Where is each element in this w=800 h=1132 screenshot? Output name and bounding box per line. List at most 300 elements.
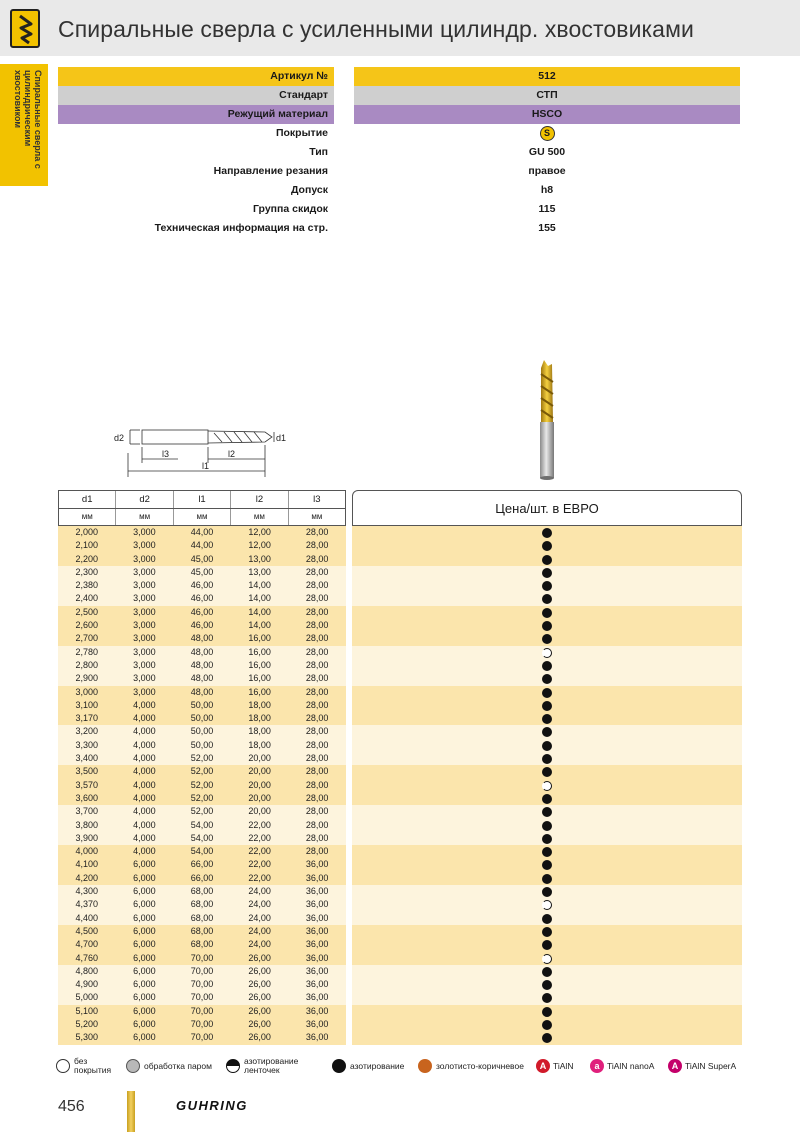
cell-l2: 26,00 xyxy=(248,979,271,990)
cell-l3: 28,00 xyxy=(305,792,329,803)
cell-l2: 16,00 xyxy=(248,633,271,644)
cell-d1: 3,300 xyxy=(75,739,99,750)
dimension-table-body xyxy=(58,526,346,1045)
price-row xyxy=(352,526,742,539)
open-circle-icon xyxy=(542,781,552,791)
price-row xyxy=(352,792,742,805)
cell-l2: 26,00 xyxy=(248,992,271,1003)
spec-label: Техническая информация на стр. xyxy=(154,222,328,234)
cell-d2: 6,000 xyxy=(133,939,156,950)
cell-d1: 5,000 xyxy=(75,992,99,1003)
open-circle-icon xyxy=(542,900,552,910)
table-row xyxy=(58,952,346,965)
cell-l3: 28,00 xyxy=(305,566,329,577)
table-row xyxy=(58,779,346,792)
price-row xyxy=(352,553,742,566)
legend-label: без покрытия xyxy=(74,1056,112,1075)
price-row xyxy=(352,858,742,871)
cell-l3: 28,00 xyxy=(305,686,329,697)
cell-l1: 54,00 xyxy=(190,819,214,830)
cell-l1: 54,00 xyxy=(190,846,214,857)
table-row xyxy=(58,978,346,991)
price-row xyxy=(352,1031,742,1044)
spec-row-techinfo xyxy=(58,219,740,238)
open-circle-icon xyxy=(542,648,552,658)
price-row xyxy=(352,991,742,1004)
open-circle-icon xyxy=(542,954,552,964)
cell-d2: 4,000 xyxy=(133,766,156,777)
cell-l2: 22,00 xyxy=(248,819,271,830)
dim-label-d2: d2 xyxy=(114,433,125,443)
cell-d1: 3,000 xyxy=(75,686,99,697)
table-row xyxy=(58,672,346,685)
cell-l2: 20,00 xyxy=(248,753,271,764)
cell-d2: 4,000 xyxy=(133,739,156,750)
cell-l2: 20,00 xyxy=(248,779,271,790)
table-row xyxy=(58,752,346,765)
tialn-badge-icon: A xyxy=(536,1059,550,1073)
filled-circle-icon xyxy=(542,967,552,977)
drill-dimension-drawing xyxy=(110,413,290,477)
cell-d2: 6,000 xyxy=(133,1018,156,1029)
dimension-table-header xyxy=(58,490,346,526)
cell-d1: 2,200 xyxy=(75,553,99,564)
cell-d2: 3,000 xyxy=(133,659,156,670)
cell-l1: 44,00 xyxy=(190,540,214,551)
filled-circle-icon xyxy=(542,727,552,737)
price-row xyxy=(352,646,742,659)
table-row xyxy=(58,792,346,805)
cell-d1: 3,400 xyxy=(75,753,99,764)
cell-d1: 5,300 xyxy=(75,1032,99,1043)
spec-value: 512 xyxy=(354,67,740,86)
cell-l3: 36,00 xyxy=(305,886,329,897)
cell-d2: 3,000 xyxy=(133,566,156,577)
cell-l2: 13,00 xyxy=(248,566,271,577)
cell-l1: 44,00 xyxy=(190,527,214,537)
drill-product-image xyxy=(528,360,568,484)
cell-l3: 36,00 xyxy=(305,1018,329,1029)
cell-l3: 28,00 xyxy=(305,832,329,843)
col-unit: мм xyxy=(115,509,172,525)
cell-l1: 68,00 xyxy=(190,899,214,910)
cell-d2: 3,000 xyxy=(133,540,156,551)
cell-d2: 6,000 xyxy=(133,979,156,990)
black-circle-icon xyxy=(332,1059,346,1073)
price-row xyxy=(352,938,742,951)
cell-d2: 4,000 xyxy=(133,832,156,843)
cell-l1: 52,00 xyxy=(190,766,214,777)
cell-l3: 28,00 xyxy=(305,646,329,657)
cell-d2: 3,000 xyxy=(133,673,156,684)
table-row xyxy=(58,832,346,845)
cell-l2: 22,00 xyxy=(248,832,271,843)
dim-label-l1: l1 xyxy=(202,461,210,471)
cell-l1: 52,00 xyxy=(190,792,214,803)
cell-l1: 50,00 xyxy=(190,739,214,750)
cell-l3: 36,00 xyxy=(305,979,329,990)
cell-l1: 68,00 xyxy=(190,925,214,936)
cell-l3: 28,00 xyxy=(305,633,329,644)
cell-d2: 3,000 xyxy=(133,527,156,537)
cell-l3: 36,00 xyxy=(305,965,329,976)
cell-l2: 24,00 xyxy=(248,899,271,910)
col-header-d1: d1 xyxy=(81,494,93,505)
cell-l1: 45,00 xyxy=(190,553,214,564)
side-tab-label: Спиральные сверла с цилиндрическим хвостовиком xyxy=(13,70,43,169)
dim-label-l2: l2 xyxy=(228,449,236,459)
price-row xyxy=(352,672,742,685)
cell-d2: 3,000 xyxy=(133,580,156,591)
spec-row-article xyxy=(58,67,740,86)
white-circle-icon xyxy=(56,1059,70,1073)
cell-d1: 4,200 xyxy=(75,872,99,883)
cell-l2: 22,00 xyxy=(248,846,271,857)
spec-row-direction xyxy=(58,162,740,181)
filled-circle-icon xyxy=(542,701,552,711)
price-row xyxy=(352,779,742,792)
cell-d1: 3,800 xyxy=(75,819,99,830)
table-row xyxy=(58,1031,346,1044)
table-row xyxy=(58,965,346,978)
cell-l3: 28,00 xyxy=(305,580,329,591)
table-row xyxy=(58,898,346,911)
cell-l2: 12,00 xyxy=(248,540,271,551)
cell-l1: 66,00 xyxy=(190,859,214,870)
cell-l3: 28,00 xyxy=(305,553,329,564)
filled-circle-icon xyxy=(542,847,552,857)
table-row xyxy=(58,632,346,645)
cell-d2: 4,000 xyxy=(133,699,156,710)
cell-l2: 26,00 xyxy=(248,965,271,976)
price-table-body xyxy=(352,526,742,1045)
cell-l1: 48,00 xyxy=(190,646,214,657)
cell-l2: 13,00 xyxy=(248,553,271,564)
filled-circle-icon xyxy=(542,568,552,578)
cell-l3: 28,00 xyxy=(305,659,329,670)
cell-l2: 24,00 xyxy=(248,925,271,936)
cell-d2: 6,000 xyxy=(133,1032,156,1043)
cell-d2: 4,000 xyxy=(133,806,156,817)
filled-circle-icon xyxy=(542,688,552,698)
price-row xyxy=(352,725,742,738)
cell-d2: 6,000 xyxy=(133,965,156,976)
filled-circle-icon xyxy=(542,887,552,897)
price-row xyxy=(352,898,742,911)
page-number: 456 xyxy=(58,1098,85,1115)
cell-l2: 16,00 xyxy=(248,659,271,670)
cell-d2: 6,000 xyxy=(133,925,156,936)
filled-circle-icon xyxy=(542,927,552,937)
cell-l3: 36,00 xyxy=(305,912,329,923)
table-row xyxy=(58,1005,346,1018)
cell-l3: 28,00 xyxy=(305,620,329,631)
cell-d1: 4,300 xyxy=(75,886,99,897)
cell-l3: 28,00 xyxy=(305,846,329,857)
spec-label: Режущий материал xyxy=(58,105,334,124)
table-row xyxy=(58,659,346,672)
table-row xyxy=(58,938,346,951)
col-header-l1: l1 xyxy=(173,491,230,508)
cell-l3: 36,00 xyxy=(305,1005,329,1016)
page-title: Спиральные сверла с усиленными цилиндр. хвостовиками xyxy=(58,16,694,42)
cell-d1: 2,300 xyxy=(75,566,99,577)
cell-l1: 46,00 xyxy=(190,606,214,617)
price-header: Цена/шт. в ЕВРО xyxy=(352,490,742,526)
spec-value: h8 xyxy=(540,184,554,196)
cell-l1: 50,00 xyxy=(190,699,214,710)
legend-label: TiAlN xyxy=(553,1061,574,1071)
cell-d1: 3,570 xyxy=(75,779,99,790)
cell-d2: 3,000 xyxy=(133,633,156,644)
table-row xyxy=(58,539,346,552)
filled-circle-icon xyxy=(542,661,552,671)
price-row xyxy=(352,845,742,858)
cell-l1: 48,00 xyxy=(190,686,214,697)
price-row xyxy=(352,965,742,978)
col-header-l2: l2 xyxy=(230,491,287,508)
spec-value: GU 500 xyxy=(528,146,566,158)
col-header-l3: l3 xyxy=(288,491,345,508)
col-unit: мм xyxy=(288,509,345,525)
cell-d1: 3,200 xyxy=(75,726,99,737)
cell-l3: 28,00 xyxy=(305,527,329,537)
filled-circle-icon xyxy=(542,621,552,631)
spec-value xyxy=(354,124,740,143)
col-unit: мм xyxy=(173,509,230,525)
page-header xyxy=(0,0,800,56)
spec-row-coating xyxy=(58,124,740,143)
price-row xyxy=(352,925,742,938)
cell-l1: 54,00 xyxy=(190,832,214,843)
cell-d1: 3,500 xyxy=(75,766,99,777)
spec-label: Артикул № xyxy=(58,67,334,86)
table-row xyxy=(58,872,346,885)
filled-circle-icon xyxy=(542,980,552,990)
cell-l2: 20,00 xyxy=(248,806,271,817)
spec-label: Группа скидок xyxy=(253,203,328,215)
section-side-tab xyxy=(0,64,48,186)
cell-l1: 52,00 xyxy=(190,779,214,790)
spec-row-material xyxy=(58,105,740,124)
legend-label: азотирование ленточек xyxy=(244,1056,299,1075)
table-row xyxy=(58,699,346,712)
spec-value: СТП xyxy=(354,86,740,105)
price-row xyxy=(352,1018,742,1031)
table-row xyxy=(58,712,346,725)
price-row xyxy=(352,885,742,898)
cell-l2: 20,00 xyxy=(248,792,271,803)
cell-l3: 36,00 xyxy=(305,952,329,963)
cell-l3: 36,00 xyxy=(305,992,329,1003)
table-row xyxy=(58,912,346,925)
price-row xyxy=(352,619,742,632)
cell-l2: 22,00 xyxy=(248,859,271,870)
half-black-circle-icon xyxy=(226,1059,240,1073)
cell-l1: 68,00 xyxy=(190,886,214,897)
legend-label: TiAlN nanoA xyxy=(607,1061,655,1071)
cell-d2: 3,000 xyxy=(133,606,156,617)
spec-label: Допуск xyxy=(290,184,328,196)
cell-l2: 26,00 xyxy=(248,1005,271,1016)
price-row xyxy=(352,566,742,579)
filled-circle-icon xyxy=(542,555,552,565)
cell-l1: 46,00 xyxy=(190,580,214,591)
spec-row-tolerance xyxy=(58,181,740,200)
cell-l1: 48,00 xyxy=(190,673,214,684)
filled-circle-icon xyxy=(542,821,552,831)
cell-d1: 2,600 xyxy=(75,620,99,631)
cell-d1: 2,000 xyxy=(75,527,99,537)
spec-label: Направление резания xyxy=(213,165,328,177)
cell-l2: 22,00 xyxy=(248,872,271,883)
table-row xyxy=(58,592,346,605)
cell-d1: 4,900 xyxy=(75,979,99,990)
table-row xyxy=(58,553,346,566)
cell-l2: 24,00 xyxy=(248,886,271,897)
table-row xyxy=(58,566,346,579)
dim-label-d1: d1 xyxy=(276,433,287,443)
table-row xyxy=(58,858,346,871)
price-row xyxy=(352,752,742,765)
cell-d2: 4,000 xyxy=(133,713,156,724)
filled-circle-icon xyxy=(542,541,552,551)
filled-circle-icon xyxy=(542,914,552,924)
col-unit: мм xyxy=(81,512,93,521)
cell-l3: 28,00 xyxy=(305,606,329,617)
price-row xyxy=(352,739,742,752)
cell-l3: 36,00 xyxy=(305,925,329,936)
filled-circle-icon xyxy=(542,1007,552,1017)
cell-d1: 2,380 xyxy=(75,580,99,591)
cell-l2: 14,00 xyxy=(248,580,271,591)
cell-l2: 16,00 xyxy=(248,686,271,697)
cell-d2: 6,000 xyxy=(133,859,156,870)
price-table xyxy=(352,490,742,1045)
cell-d1: 4,800 xyxy=(75,965,99,976)
filled-circle-icon xyxy=(542,634,552,644)
cell-l2: 18,00 xyxy=(248,699,271,710)
cell-l2: 14,00 xyxy=(248,620,271,631)
cell-d1: 5,100 xyxy=(75,1005,99,1016)
cell-l1: 46,00 xyxy=(190,620,214,631)
cell-l3: 36,00 xyxy=(305,859,329,870)
cell-l1: 70,00 xyxy=(190,1005,214,1016)
price-row xyxy=(352,872,742,885)
cell-l1: 68,00 xyxy=(190,939,214,950)
table-row xyxy=(58,991,346,1004)
cell-l3: 28,00 xyxy=(305,819,329,830)
filled-circle-icon xyxy=(542,754,552,764)
cell-l1: 70,00 xyxy=(190,965,214,976)
cell-l3: 28,00 xyxy=(305,779,329,790)
cell-l1: 66,00 xyxy=(190,872,214,883)
grey-circle-icon xyxy=(126,1059,140,1073)
filled-circle-icon xyxy=(542,581,552,591)
table-row xyxy=(58,619,346,632)
cell-d2: 4,000 xyxy=(133,753,156,764)
dimension-table xyxy=(58,490,346,1045)
spec-value: 115 xyxy=(538,203,556,215)
cell-l3: 28,00 xyxy=(305,713,329,724)
cell-l3: 36,00 xyxy=(305,899,329,910)
spec-label: Тип xyxy=(309,146,328,158)
brand-logo: GUHRING xyxy=(176,1098,248,1113)
cell-l3: 28,00 xyxy=(305,726,329,737)
cell-l1: 70,00 xyxy=(190,979,214,990)
cell-d1: 2,900 xyxy=(75,673,99,684)
cell-d2: 6,000 xyxy=(133,952,156,963)
cell-d1: 5,200 xyxy=(75,1018,99,1029)
cell-d1: 4,700 xyxy=(75,939,99,950)
cell-l3: 28,00 xyxy=(305,766,329,777)
cell-l1: 70,00 xyxy=(190,952,214,963)
filled-circle-icon xyxy=(542,528,552,538)
cell-l2: 16,00 xyxy=(248,646,271,657)
spec-row-standard xyxy=(58,86,740,105)
cell-d2: 6,000 xyxy=(133,1005,156,1016)
cell-d2: 4,000 xyxy=(133,792,156,803)
cell-l3: 36,00 xyxy=(305,939,329,950)
price-row xyxy=(352,579,742,592)
cell-l3: 28,00 xyxy=(305,753,329,764)
filled-circle-icon xyxy=(542,674,552,684)
legend-label: золотисто-коричневое xyxy=(436,1061,524,1071)
cell-l2: 26,00 xyxy=(248,1032,271,1043)
legend-label: TiAlN SuperA xyxy=(685,1061,737,1071)
filled-circle-icon xyxy=(542,741,552,751)
price-row xyxy=(352,832,742,845)
price-row xyxy=(352,606,742,619)
cell-l2: 18,00 xyxy=(248,726,271,737)
col-unit: мм xyxy=(230,509,287,525)
cell-d1: 2,800 xyxy=(75,659,99,670)
cell-l3: 28,00 xyxy=(305,699,329,710)
table-row xyxy=(58,765,346,778)
price-row xyxy=(352,912,742,925)
cell-d2: 3,000 xyxy=(133,620,156,631)
table-row xyxy=(58,606,346,619)
cell-d2: 3,000 xyxy=(133,593,156,604)
cell-d2: 6,000 xyxy=(133,886,156,897)
dim-label-l3: l3 xyxy=(162,449,170,459)
filled-circle-icon xyxy=(542,860,552,870)
cell-d1: 2,400 xyxy=(75,593,99,604)
cell-l3: 28,00 xyxy=(305,540,329,551)
table-row xyxy=(58,646,346,659)
legend-label: обработка паром xyxy=(144,1061,212,1071)
table-row xyxy=(58,819,346,832)
bronze-circle-icon xyxy=(418,1059,432,1073)
cell-l1: 48,00 xyxy=(190,633,214,644)
cell-l2: 20,00 xyxy=(248,766,271,777)
spec-label: Стандарт xyxy=(58,86,334,105)
table-row xyxy=(58,925,346,938)
cell-d1: 2,780 xyxy=(75,646,99,657)
cell-l1: 46,00 xyxy=(190,593,214,604)
cell-d1: 2,700 xyxy=(75,633,99,644)
price-row xyxy=(352,632,742,645)
cell-l1: 50,00 xyxy=(190,726,214,737)
coating-legend xyxy=(56,1055,746,1077)
cell-d1: 2,100 xyxy=(75,540,99,551)
cell-d1: 4,760 xyxy=(75,952,99,963)
table-row xyxy=(58,885,346,898)
price-row xyxy=(352,805,742,818)
cell-l3: 28,00 xyxy=(305,739,329,750)
cell-d2: 4,000 xyxy=(133,846,156,857)
price-row xyxy=(352,952,742,965)
